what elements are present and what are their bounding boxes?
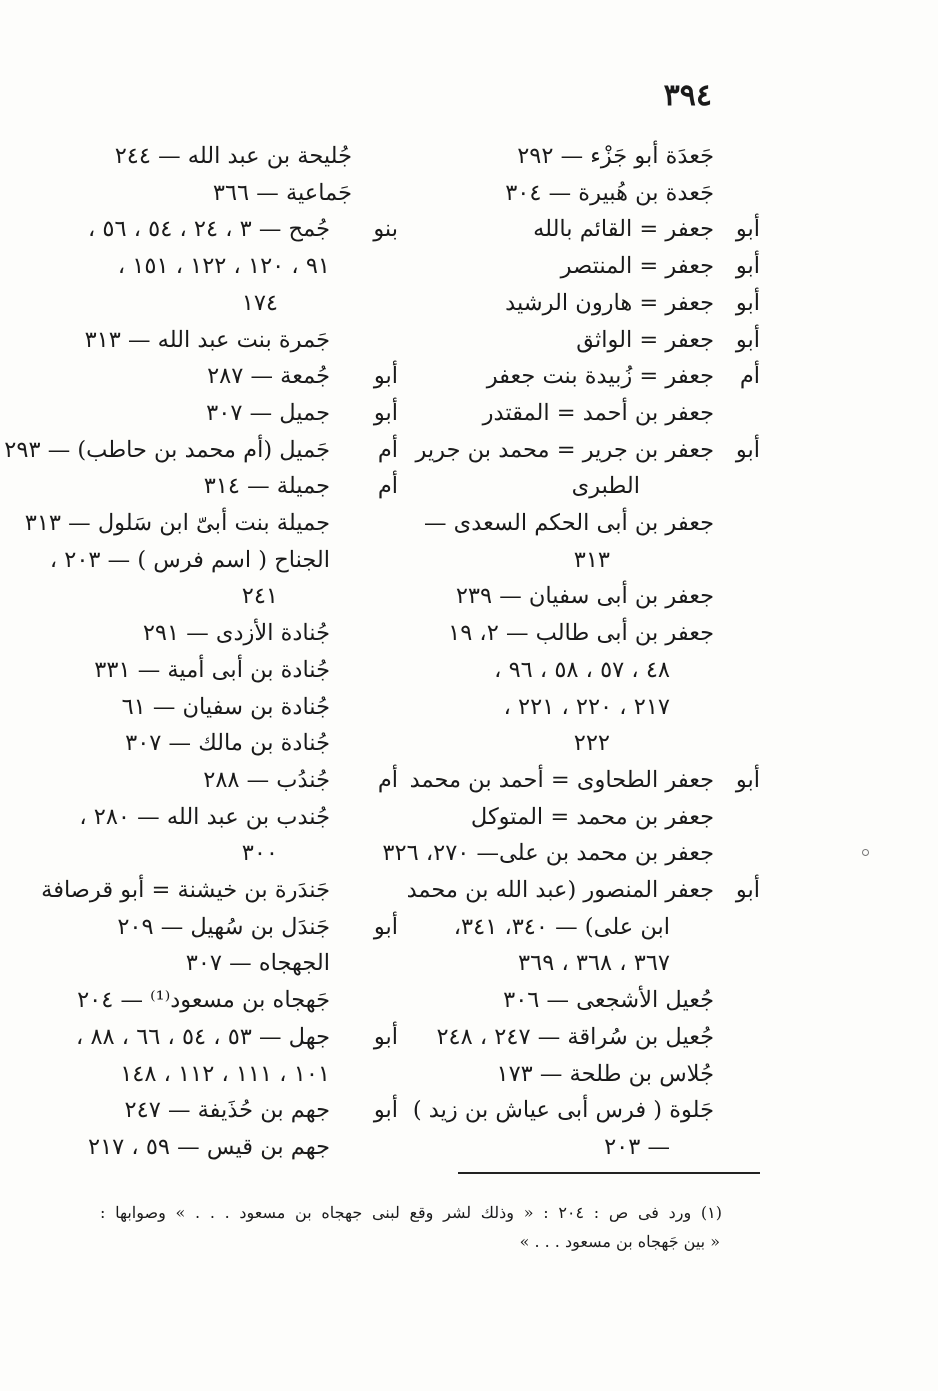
entry-prefix: بنو — [373, 216, 398, 243]
entry-text: ٣٦٧ ، ٣٦٨ ، ٣٦٩ — [518, 950, 670, 977]
index-entry — [430, 578, 760, 615]
entry-text: جَماعية — ٣٦٦ — [212, 179, 352, 206]
index-entry — [50, 615, 398, 652]
index-entry — [430, 615, 760, 652]
entry-prefix: أبو — [373, 1097, 398, 1124]
entry-text: جُنادة الأزدى — ٢٩١ — [142, 620, 330, 647]
entry-text: ابن على) — ٣٤٠، ٣٤١، — [453, 913, 670, 940]
index-entry — [430, 542, 760, 579]
entry-text: ٢٤١ — [241, 583, 278, 610]
index-entry — [50, 689, 398, 726]
entry-text: جُنادة بن سفيان — ٦١ — [121, 693, 330, 720]
entry-text: جعفر بن أبى طالب — ٢، ١٩ — [448, 620, 714, 647]
entry-text: جَندَل بن سُهيل — ٢٠٩ — [117, 913, 330, 940]
index-entry — [50, 468, 398, 505]
entry-text: جهم بن قيس — ٥٩ ، ٢١٧ — [88, 1133, 330, 1160]
index-entry — [50, 211, 398, 248]
entry-prefix: أبو — [735, 436, 760, 463]
entry-prefix: أبو — [735, 877, 760, 904]
entry-text: الجهجاه — ٣٠٧ — [185, 950, 330, 977]
entry-text: جعفر = الواثق — [576, 326, 714, 353]
index-entry — [50, 982, 398, 1019]
index-entry — [424, 505, 760, 542]
entry-text: جُعيل الأشجعى — ٣٠٦ — [503, 987, 714, 1014]
index-entry — [430, 175, 760, 212]
page-number: ٣٩٤ — [663, 78, 712, 113]
index-entry — [50, 835, 398, 872]
entry-text: جَعدَة أبو جَزْء — ٢٩٢ — [517, 143, 714, 169]
index-entry — [50, 725, 398, 762]
entry-text: ١٧٤ — [241, 289, 278, 316]
index-entry — [50, 1129, 398, 1166]
entry-text: جعفر = زُبيدة بنت جعفر — [486, 363, 714, 390]
index-entry — [50, 762, 398, 799]
entry-text: ٣١٣ — [573, 546, 610, 573]
entry-text: ٢١٧ ، ٢٢٠ ، ٢٢١ ، — [503, 693, 670, 720]
index-entry — [430, 1129, 760, 1166]
entry-text: جُنادة بن مالك — ٣٠٧ — [125, 730, 330, 757]
entry-text: جعفر = القائم بالله — [533, 216, 714, 243]
index-entry — [24, 505, 398, 542]
footnote-rule — [458, 1172, 760, 1174]
entry-text: جعفر المنصور (عبد الله بن محمد — [406, 877, 714, 904]
entry-text: جَميل (أم محمد بن حاطب) — ٢٩٣ — [4, 436, 330, 463]
paper-speck — [862, 849, 869, 856]
index-entry — [430, 799, 760, 836]
entry-text: جعفر بن جرير = محمد بن جرير — [415, 436, 714, 463]
entry-prefix: أبو — [373, 913, 398, 940]
index-entry — [50, 358, 398, 395]
entry-prefix: أبو — [373, 363, 398, 390]
entry-text: جعفر بن محمد بن على— ٢٧٠، ٣٢٦ — [382, 840, 714, 867]
index-entry — [415, 432, 760, 469]
entry-text: جعفر بن أحمد = المقتدر — [482, 399, 714, 426]
footnote-line-1: (١) ورد فى ص : ٢٠٤ : « وذلك لشر وقع لبنى جهجاه بن مسعود . . . » وصوابها : — [100, 1203, 723, 1222]
entry-text: ١٠١ ، ١١١ ، ١١٢ ، ١٤٨ — [120, 1060, 330, 1087]
entry-text: — ٢٠٣ — [604, 1133, 670, 1160]
entry-prefix: أم — [377, 473, 398, 500]
index-entry — [50, 1019, 398, 1056]
entry-text: ٤٨ ، ٥٧ ، ٥٨ ، ٩٦ ، — [494, 656, 670, 683]
index-entry — [50, 909, 398, 946]
entry-text: جميلة بنت أبىّ ابن سَلول — ٣١٣ — [24, 510, 330, 537]
index-entry — [50, 322, 398, 359]
index-entry — [430, 689, 760, 726]
index-entry — [430, 395, 760, 432]
entry-prefix: أبو — [373, 399, 398, 426]
entry-text: جعفر = هارون الرشيد — [505, 289, 714, 316]
entry-prefix: أم — [377, 766, 398, 793]
index-entry — [430, 1019, 760, 1056]
index-entry — [430, 725, 760, 762]
index-entry — [406, 872, 760, 909]
entry-prefix: أم — [377, 436, 398, 463]
entry-text: جعفر = المنتصر — [560, 253, 714, 280]
entry-text: جُليحة بن عبد الله — ٢٤٤ — [114, 143, 352, 169]
entry-text: جهل — ٥٣ ، ٥٤ ، ٦٦ ، ٨٨ ، — [76, 1023, 330, 1050]
index-entry — [430, 322, 760, 359]
index-entry — [41, 872, 398, 909]
index-entry — [430, 285, 760, 322]
entry-prefix: أبو — [735, 253, 760, 280]
index-entry — [409, 762, 760, 799]
index-entry — [50, 1092, 398, 1129]
entry-text: الجناح ( اسم فرس ) — ٢٠٣ ، — [49, 546, 330, 573]
index-entry — [412, 1092, 760, 1129]
entry-text: جَمرة بنت عبد الله — ٣١٣ — [84, 326, 330, 353]
entry-text: جميل — ٣٠٧ — [206, 399, 330, 426]
entry-text: جهم بن حُذَيفة — ٢٤٧ — [124, 1097, 330, 1124]
entry-text: جعفر الطحاوى = أحمد بن محمد — [409, 766, 714, 793]
index-entry — [50, 542, 398, 579]
entry-text: جَندَرة بن خيشنة = أبو قرصافة — [41, 877, 330, 904]
entry-text: الطبرى — [571, 473, 640, 500]
entry-text: جعفر بن أبى سفيان — ٢٣٩ — [455, 583, 714, 610]
entry-prefix: أبو — [735, 216, 760, 243]
entry-text: جُنادة بن أبى أمية — ٣٣١ — [94, 656, 330, 683]
index-entry — [430, 211, 760, 248]
entry-text: ٣٠٠ — [241, 840, 278, 867]
entry-text: ٩١ ، ١٢٠ ، ١٢٢ ، ١٥١ ، — [117, 253, 330, 280]
entry-prefix: أبو — [735, 289, 760, 316]
index-entry — [50, 652, 398, 689]
index-entry — [430, 982, 760, 1019]
index-column-left — [4, 138, 398, 1166]
entry-text: جعفر بن محمد = المتوكل — [470, 803, 714, 830]
entry-text: جُمعة — ٢٨٧ — [207, 363, 330, 390]
index-entry — [50, 395, 398, 432]
index-entry — [430, 138, 760, 175]
entry-text: جعفر بن أبى الحكم السعدى — — [424, 510, 714, 537]
entry-text: ٢٢٢ — [573, 730, 610, 757]
index-entry — [50, 175, 398, 212]
entry-text: جُمح — ٣ ، ٢٤ ، ٥٤ ، ٥٦ ، — [87, 216, 330, 243]
index-entry — [430, 1056, 760, 1093]
index-entry — [382, 835, 760, 872]
entry-text: جُعيل بن سُراقة — ٢٤٧ ، ٢٤٨ — [436, 1023, 714, 1050]
entry-text: جَعدة بن هُبيرة — ٣٠٤ — [505, 179, 714, 206]
index-entry — [50, 945, 398, 982]
index-entry — [430, 945, 760, 982]
entry-text: جُلاس بن طلحة — ١٧٣ — [496, 1060, 714, 1087]
footnote-line-2: « بين جَهجاه بن مسعود . . . » — [519, 1232, 720, 1251]
index-entry — [50, 578, 398, 615]
index-entry — [430, 652, 760, 689]
index-entry — [50, 138, 398, 175]
entry-prefix: أبو — [373, 1023, 398, 1050]
entry-prefix: أبو — [735, 766, 760, 793]
entry-text: جَلوة ( فرس أبى عياش بن زيد ) — [412, 1097, 714, 1124]
index-entry — [4, 432, 398, 469]
footnote — [100, 1198, 722, 1256]
entry-text: جُندُب — ٢٨٨ — [203, 766, 330, 793]
index-entry — [430, 248, 760, 285]
index-entry — [430, 468, 760, 505]
index-entry — [50, 1056, 398, 1093]
index-entry — [430, 909, 760, 946]
entry-text: جَهجاه بن مسعود⁽¹⁾ — ٢٠٤ — [77, 987, 330, 1014]
index-entry — [50, 799, 398, 836]
entry-prefix: أم — [739, 363, 760, 390]
index-entry — [50, 285, 398, 322]
entry-text: جُندب بن عبد الله — ٢٨٠ ، — [79, 803, 330, 830]
index-entry — [430, 358, 760, 395]
entry-prefix: أبو — [735, 326, 760, 353]
index-entry — [50, 248, 398, 285]
entry-text: جميلة — ٣١٤ — [203, 473, 330, 500]
